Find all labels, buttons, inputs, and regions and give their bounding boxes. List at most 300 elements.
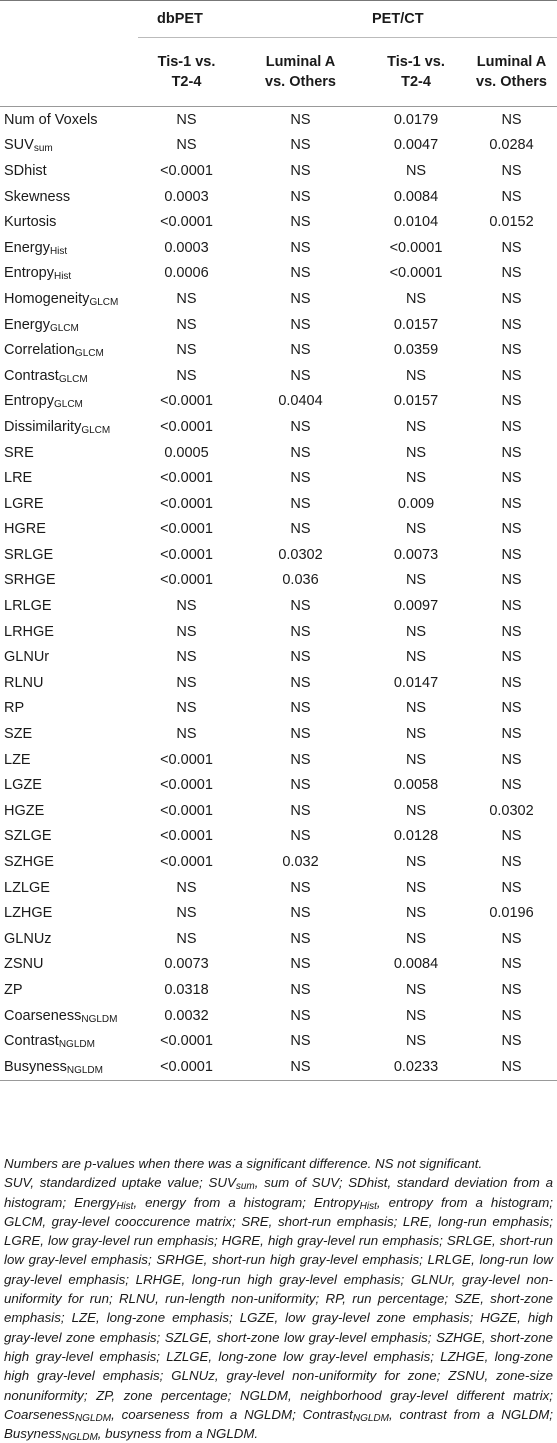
- p-value-cell: NS: [290, 342, 311, 359]
- p-value-cell: NS: [405, 290, 427, 307]
- table-row: [0, 517, 557, 543]
- feature-name: [0, 261, 138, 287]
- p-value-cell: <0.0001: [160, 777, 213, 794]
- p-value-cell: 0.0179: [393, 111, 439, 128]
- p-value-cell: NS: [290, 649, 311, 666]
- p-value-cell: NS: [405, 726, 427, 743]
- feature-label: Contrast: [4, 367, 59, 384]
- p-value-cell: NS: [405, 367, 427, 384]
- p-value-cell: NS: [501, 188, 522, 205]
- p-value-cell: NS: [405, 623, 427, 640]
- p-value-cell: NS: [290, 598, 311, 615]
- p-value-cell: NS: [290, 214, 311, 231]
- feature-name: [0, 619, 138, 645]
- p-value-cell: NS: [290, 905, 311, 922]
- p-value-cell: NS: [405, 1007, 427, 1024]
- p-value-cell: <0.0001: [160, 521, 213, 538]
- footnote-text: , entropy from a histogram; GLCM, gray-level cooccurence matrix; SRE, short-run emphasis; LRE, long-run emphasis; LGRE, low gray-level run emphasis; HGRE, high gray-level run emphasis; SRLGE, short-run low gray-level emphasis; SRHGE, short-run high gray-level emphasis; LRLGE, long-run low gray-level emphasis; LRHGE, long-run high gray-level emphasis; GLNUr, gray-level non-uniformity for run; RLNU, run-length non-uniformity; RP, run percentage; SZE, short-zone emphasis; LZE, long-zone emphasis; LGZE, low gray-level zone emphasis; HGZE, high gray-level zone emphasis; SZLGE, short-zone low gray-level emphasis; SZHGE, short-zone high gray-level emphasis; LZLGE, long-zone low gray-level emphasis; LZHGE, long-zone high gray-level emphasis; GLNUz, gray-level non-uniformity for zone; ZSNU, zone-size nonuniformity; ZP, zone percentage; NGLDM, neighborhood gray-level different matrix; Coarseness: [4, 1194, 553, 1422]
- p-value-cell: 0.0233: [366, 1054, 466, 1080]
- feature-label: Entropy: [4, 393, 54, 410]
- p-value-cell: NS: [501, 444, 522, 461]
- p-value-cell: <0.0001: [160, 418, 213, 435]
- table-row: [0, 465, 557, 491]
- p-value-cell: NS: [290, 470, 311, 487]
- feature-label: Skewness: [4, 188, 71, 205]
- feature-name: [0, 593, 138, 619]
- table-row: [0, 798, 557, 824]
- p-value-cell: <0.0001: [160, 162, 213, 179]
- feature-name: [0, 491, 138, 517]
- feature-name: [0, 440, 138, 466]
- p-value-cell: NS: [501, 546, 522, 563]
- feature-name: [0, 158, 138, 184]
- table-row: [0, 261, 557, 287]
- feature-label: LGRE: [4, 495, 44, 512]
- feature-name: [0, 849, 138, 875]
- feature-subscript: NGLDM: [81, 1013, 118, 1025]
- footnote-text: SUV, standardized uptake value; SUV: [4, 1175, 236, 1191]
- p-value-cell: 0.0032: [164, 1007, 209, 1024]
- p-value-cell: NS: [290, 418, 311, 435]
- p-value-cell: NS: [501, 956, 522, 973]
- feature-name: [0, 235, 138, 261]
- feature-label: LRHGE: [4, 623, 54, 640]
- feature-name: [0, 1003, 138, 1029]
- feature-subscript: Hist: [53, 271, 72, 283]
- p-value-cell: NS: [290, 956, 311, 973]
- feature-name: [0, 363, 138, 389]
- p-value-cell: 0.009: [397, 495, 435, 512]
- p-value-cell: 0.0196: [489, 905, 534, 922]
- feature-label: RLNU: [4, 674, 44, 691]
- p-value-cell: 0.0005: [164, 444, 209, 461]
- p-value-cell: NS: [290, 623, 311, 640]
- p-value-cell: NS: [501, 726, 522, 743]
- p-value-cell: NS: [405, 751, 427, 768]
- table-row: [0, 209, 557, 235]
- p-value-cell: 0.0152: [489, 214, 534, 231]
- table-row: [0, 312, 557, 338]
- p-value-cell: <0.0001: [160, 495, 213, 512]
- table-row: [0, 644, 557, 670]
- feature-label: HGZE: [4, 802, 45, 819]
- p-value-cell: NS: [176, 905, 197, 922]
- p-value-cell: NS: [290, 726, 311, 743]
- footnote-subscript: Hist: [116, 1200, 134, 1212]
- p-value-cell: 0.0302: [489, 802, 534, 819]
- feature-label: LZLGE: [4, 879, 50, 896]
- p-value-cell: NS: [501, 290, 522, 307]
- feature-name: [0, 184, 138, 210]
- p-value-cell: 0.036: [282, 572, 319, 589]
- feature-label: SRLGE: [4, 546, 54, 563]
- p-value-cell: NS: [501, 316, 522, 333]
- p-value-cell: NS: [405, 649, 427, 666]
- table-row: [0, 363, 557, 389]
- table-row: [0, 593, 557, 619]
- p-value-cell: NS: [290, 111, 311, 128]
- p-value-cell: NS: [405, 700, 427, 717]
- p-value-cell: NS: [405, 802, 427, 819]
- feature-name: [0, 414, 138, 440]
- p-value-cell: <0.0001: [389, 265, 443, 282]
- feature-name: [0, 1054, 138, 1080]
- footnote-text: , energy from a histogram; Entropy: [133, 1194, 360, 1210]
- feature-subscript: Hist: [49, 245, 68, 257]
- p-value-cell: NS: [405, 905, 427, 922]
- p-value-cell: NS: [290, 1007, 311, 1024]
- p-value-cell: <0.0001: [160, 470, 213, 487]
- p-value-cell: NS: [290, 162, 311, 179]
- table-row: [0, 542, 557, 568]
- p-value-cell: NS: [501, 1007, 522, 1024]
- table-row: [0, 875, 557, 901]
- table-row: [0, 721, 557, 747]
- p-value-cell: NS: [290, 444, 311, 461]
- table-row: [0, 158, 557, 184]
- feature-label: ZSNU: [4, 956, 44, 973]
- feature-name: [0, 977, 138, 1003]
- p-value-cell: 0.0302: [278, 546, 323, 563]
- p-value-cell: NS: [290, 239, 311, 256]
- p-value-cell: NS: [501, 854, 522, 871]
- footnote-text: , busyness from a NGLDM.: [97, 1426, 259, 1442]
- p-value-cell: 0.0073: [164, 956, 209, 973]
- feature-label: Dissimilarity: [4, 418, 82, 435]
- footnote-text: , coarseness from a NGLDM; Contrast: [111, 1406, 353, 1422]
- feature-label: Homogeneity: [4, 290, 90, 307]
- table-row: [0, 235, 557, 261]
- table-row: [0, 1028, 557, 1054]
- table-row: [0, 926, 557, 952]
- table-row: [0, 440, 557, 466]
- p-value-cell: 0.0128: [393, 828, 439, 845]
- p-value-cell: 0.0318: [164, 981, 209, 998]
- footnote-text: , sum of SUV; SDhist, standard deviation from a histogram; Energy: [4, 1175, 553, 1210]
- feature-name: [0, 465, 138, 491]
- p-value-cell: NS: [290, 981, 311, 998]
- feature-name: [0, 875, 138, 901]
- p-value-cell: NS: [176, 598, 197, 615]
- p-value-cell: NS: [176, 342, 197, 359]
- p-value-cell: NS: [235, 1054, 366, 1080]
- p-value-cell: NS: [501, 495, 522, 512]
- table-row: [0, 824, 557, 850]
- footnote-text: , contrast from a NGLDM; Busyness: [4, 1406, 553, 1442]
- footnote-subscript: NGLDM: [61, 1432, 98, 1443]
- feature-label: Num of Voxels: [4, 111, 98, 128]
- p-value-cell: 0.0097: [393, 598, 439, 615]
- p-value-cell: NS: [501, 598, 522, 615]
- feature-name: [0, 286, 138, 312]
- table-row: [0, 337, 557, 363]
- p-value-cell: NS: [176, 367, 197, 384]
- feature-name: [0, 107, 138, 133]
- p-value-cell: <0.0001: [389, 239, 443, 256]
- sub-header-petct-tis: Tis-1 vs. T2-4: [366, 38, 466, 107]
- feature-label: RP: [4, 700, 25, 717]
- p-value-cell: NS: [501, 393, 522, 410]
- p-value-cell: NS: [501, 828, 522, 845]
- table-row: [0, 184, 557, 210]
- p-value-cell: NS: [501, 777, 522, 794]
- p-value-cell: NS: [290, 290, 311, 307]
- p-value-cell: 0.0359: [393, 342, 439, 359]
- p-value-cell: NS: [501, 265, 522, 282]
- p-value-cell: NS: [290, 751, 311, 768]
- p-value-cell: NS: [405, 981, 427, 998]
- feature-subscript: GLCM: [53, 399, 83, 411]
- sub-header-dbpet-tis: Tis-1 vs. T2-4: [138, 38, 235, 107]
- p-value-cell: 0.0084: [393, 956, 439, 973]
- feature-label: Kurtosis: [4, 214, 57, 231]
- p-value-cell: <0.0001: [160, 751, 213, 768]
- feature-subscript: NGLDM: [66, 1064, 103, 1076]
- feature-name: [0, 1028, 138, 1054]
- p-value-cell: NS: [290, 1033, 311, 1050]
- feature-label: SDhist: [4, 162, 47, 179]
- p-value-cell: NS: [405, 930, 427, 947]
- feature-label: LZHGE: [4, 905, 53, 922]
- feature-label: SZE: [4, 726, 33, 743]
- feature-name: [0, 798, 138, 824]
- p-value-cell: NS: [501, 674, 522, 691]
- table-row: [0, 133, 557, 159]
- feature-label: LZE: [4, 751, 31, 768]
- p-value-cell: NS: [501, 239, 522, 256]
- p-value-cell: NS: [290, 930, 311, 947]
- p-value-cell: NS: [290, 879, 311, 896]
- p-value-cell: <0.0001: [160, 802, 213, 819]
- feature-label: SUV: [4, 137, 34, 154]
- feature-name: [0, 312, 138, 338]
- p-value-cell: NS: [501, 700, 522, 717]
- p-value-cell: <0.0001: [160, 393, 213, 410]
- table-row: [0, 389, 557, 415]
- p-value-cell: 0.0073: [393, 546, 439, 563]
- p-value-cell: NS: [501, 751, 522, 768]
- table-row: [0, 747, 557, 773]
- p-value-cell: NS: [290, 137, 311, 154]
- footnote-abbreviations: [4, 1173, 553, 1443]
- p-value-cell: 0.0084: [393, 188, 439, 205]
- p-value-cell: 0.0058: [393, 777, 439, 794]
- feature-name: [0, 952, 138, 978]
- p-value-cell: 0.032: [282, 854, 319, 871]
- feature-label: Energy: [4, 239, 50, 256]
- p-value-cell: NS: [290, 777, 311, 794]
- feature-name: [0, 568, 138, 594]
- p-value-cell: <0.0001: [160, 1033, 213, 1050]
- table-row: [0, 568, 557, 594]
- p-value-cell: NS: [176, 623, 197, 640]
- p-value-cell: 0.0157: [393, 393, 439, 410]
- table-body: [0, 107, 557, 1081]
- p-value-cell: NS: [405, 879, 427, 896]
- p-value-cell: NS: [501, 418, 522, 435]
- table-footnotes: [4, 1154, 553, 1443]
- p-value-cell: NS: [405, 418, 427, 435]
- p-value-cell: NS: [290, 188, 311, 205]
- table-row: [0, 952, 557, 978]
- p-value-cell: NS: [405, 444, 427, 461]
- p-value-cell: NS: [290, 495, 311, 512]
- p-value-cell: NS: [290, 828, 311, 845]
- feature-label: Busyness: [4, 1058, 67, 1075]
- p-value-cell: NS: [501, 981, 522, 998]
- p-value-cell: NS: [405, 470, 427, 487]
- p-value-cell: NS: [176, 111, 197, 128]
- feature-label: LGZE: [4, 777, 42, 794]
- feature-name: [0, 772, 138, 798]
- p-value-cell: NS: [405, 521, 427, 538]
- p-value-cell: NS: [405, 854, 427, 871]
- p-value-cell: <0.0001: [160, 572, 213, 589]
- table-row: [0, 849, 557, 875]
- table-row: [0, 286, 557, 312]
- p-value-cell: NS: [176, 674, 197, 691]
- table-row: [0, 900, 557, 926]
- group-header-row: [0, 1, 557, 38]
- p-value-cell: NS: [501, 879, 522, 896]
- p-value-cell: NS: [290, 265, 311, 282]
- feature-label: GLNUr: [4, 649, 50, 666]
- p-value-cell: NS: [290, 700, 311, 717]
- feature-label: LRLGE: [4, 598, 52, 615]
- feature-label: SZHGE: [4, 854, 54, 871]
- p-value-cell: NS: [176, 649, 197, 666]
- p-value-cell: 0.0104: [393, 214, 439, 231]
- p-value-cell: NS: [501, 342, 522, 359]
- feature-name: [0, 926, 138, 952]
- p-value-cell: NS: [501, 162, 522, 179]
- sub-header-petct-luminal: Luminal A vs. Others: [466, 38, 557, 107]
- feature-subscript: sum: [33, 143, 53, 155]
- feature-subscript: GLCM: [81, 424, 111, 436]
- p-value-cell: NS: [176, 137, 197, 154]
- p-value-cell: NS: [466, 1054, 557, 1080]
- footnote-subscript: NGLDM: [352, 1412, 389, 1424]
- p-value-cell: NS: [501, 930, 522, 947]
- p-value-cell: 0.0003: [164, 239, 209, 256]
- p-value-cell: 0.0147: [393, 674, 439, 691]
- p-value-cell: NS: [290, 802, 311, 819]
- p-value-cell: NS: [176, 879, 197, 896]
- feature-name: [0, 389, 138, 415]
- p-value-cell: NS: [176, 726, 197, 743]
- feature-label: Contrast: [4, 1033, 59, 1050]
- table-row: [0, 619, 557, 645]
- group-header-petct: PET/CT: [366, 1, 557, 38]
- p-value-cell: NS: [176, 290, 197, 307]
- p-value-cell: NS: [290, 367, 311, 384]
- feature-label: Coarseness: [4, 1007, 82, 1024]
- table-row: [0, 696, 557, 722]
- feature-label: SRHGE: [4, 572, 56, 589]
- sub-header-row: [0, 38, 557, 107]
- group-header-dbpet: dbPET: [138, 1, 366, 38]
- feature-subscript: GLCM: [89, 296, 119, 308]
- table-row: [0, 772, 557, 798]
- feature-label: SZLGE: [4, 828, 52, 845]
- p-value-cell: NS: [405, 572, 427, 589]
- table-row: [0, 491, 557, 517]
- footnote-subscript: sum: [235, 1181, 255, 1193]
- p-value-cell: 0.0284: [489, 137, 534, 154]
- p-value-cell: NS: [405, 162, 427, 179]
- p-value-cell: NS: [501, 623, 522, 640]
- p-value-cell: NS: [501, 521, 522, 538]
- p-value-cell: NS: [290, 316, 311, 333]
- p-value-cell: 0.0157: [393, 316, 439, 333]
- table-row: [0, 670, 557, 696]
- p-value-cell: NS: [290, 674, 311, 691]
- feature-label: Correlation: [4, 342, 75, 359]
- feature-subscript: GLCM: [49, 322, 79, 334]
- p-value-cell: NS: [501, 367, 522, 384]
- p-value-cell: 0.0404: [278, 393, 323, 410]
- table-row: [0, 1054, 557, 1080]
- p-value-cell: NS: [501, 111, 522, 128]
- table-row: [0, 414, 557, 440]
- p-value-cell: NS: [290, 521, 311, 538]
- footnote-subscript: Hist: [359, 1200, 377, 1212]
- feature-label: Entropy: [4, 265, 54, 282]
- feature-subscript: GLCM: [74, 348, 104, 360]
- feature-label: HGRE: [4, 521, 46, 538]
- table-row: [0, 1003, 557, 1029]
- table-row: [0, 107, 557, 133]
- feature-name: [0, 337, 138, 363]
- feature-name: [0, 747, 138, 773]
- feature-name: [0, 209, 138, 235]
- feature-subscript: NGLDM: [58, 1039, 95, 1051]
- feature-label: ZP: [4, 981, 23, 998]
- feature-name: [0, 696, 138, 722]
- feature-name: [0, 721, 138, 747]
- p-value-cell: NS: [176, 700, 197, 717]
- p-value-cell: <0.0001: [160, 828, 213, 845]
- p-value-cell: <0.0001: [160, 214, 213, 231]
- p-value-cell: NS: [405, 1033, 427, 1050]
- feature-subscript: GLCM: [58, 373, 88, 385]
- p-value-cell: 0.0003: [164, 188, 209, 205]
- feature-name: [0, 644, 138, 670]
- footnote-subscript: NGLDM: [74, 1412, 112, 1424]
- p-value-cell: NS: [501, 1033, 522, 1050]
- feature-label: GLNUz: [4, 930, 52, 947]
- feature-name: [0, 900, 138, 926]
- p-value-cell: NS: [176, 930, 197, 947]
- feature-label: Energy: [4, 316, 50, 333]
- p-value-cell: <0.0001: [138, 1054, 235, 1080]
- p-value-cell: <0.0001: [160, 546, 213, 563]
- table-row: [0, 977, 557, 1003]
- feature-label: LRE: [4, 470, 33, 487]
- feature-name: [0, 517, 138, 543]
- p-value-cell: NS: [501, 572, 522, 589]
- p-value-cell: 0.0047: [393, 137, 439, 154]
- feature-name: [0, 542, 138, 568]
- feature-label: SRE: [4, 444, 34, 461]
- sub-header-dbpet-luminal: Luminal A vs. Others: [235, 38, 366, 107]
- p-value-cell: NS: [501, 649, 522, 666]
- feature-name: [0, 670, 138, 696]
- p-value-cell: <0.0001: [160, 854, 213, 871]
- p-value-cell: NS: [501, 470, 522, 487]
- feature-name: [0, 133, 138, 159]
- p-value-cell: NS: [176, 316, 197, 333]
